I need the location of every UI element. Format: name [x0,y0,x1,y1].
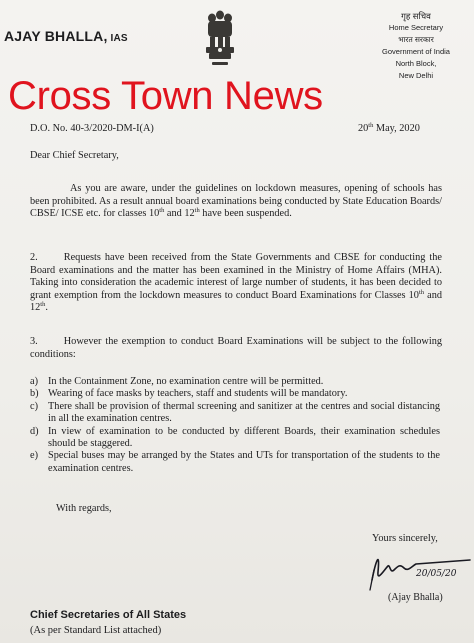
salutation: Dear Chief Secretary, [30,150,119,161]
paragraph-1 [30,183,442,221]
recipient-note: (As per Standard List attached) [30,625,162,636]
list-item [30,450,440,475]
closing-remark: With regards, [56,503,112,514]
sender-suffix: IAS [107,33,128,44]
hindi-government: भारत सरकार [398,35,434,44]
designation: Home Secretary [388,23,444,32]
class-12-suffix: th [40,301,46,309]
and-text: and [424,289,442,301]
list-item [30,388,440,400]
date-suffix: th [368,122,374,129]
handwritten-signature [364,540,474,598]
paragraph-2-end: . [45,302,48,314]
condition-label: e) [30,450,38,462]
list-item [30,426,440,451]
condition-text: In view of examination to be conducted by different Boards, their examination schedules should be staggered. [48,425,440,450]
address-line-1: North Block, [395,59,437,68]
class-12: 12 [30,302,41,314]
valediction: Yours sincerely, [372,533,438,544]
date-rest: May, 2020 [373,123,420,134]
condition-text: There shall be provision of thermal screening and sanitizer at the centres and social distancing in all the examination centres. [48,400,440,425]
reference-number: D.O. No. 40-3/2020-DM-I(A) [30,123,154,134]
class-12: 12 [184,208,195,220]
condition-label: c) [30,400,38,412]
class-12-suffix: th [194,207,200,215]
class-10: 10 [148,208,160,220]
hindi-designation: गृह सचिव [401,11,431,21]
condition-label: b) [30,388,39,400]
class-10-suffix: th [159,207,165,215]
conditions-list [30,376,440,475]
condition-text: In the Containment Zone, no examination centre will be permitted. [48,376,324,387]
paragraph-number: 2. [30,252,38,263]
paragraph-3 [30,336,442,361]
paragraph-2-text: Requests have been received from the State Governments and CBSE for conducting the Board examinations and the matter has been examined in the Ministry of Home Affairs (MHA). Taking into consideration the academic interest of large number of students, it has been decided to grant exemption from the lockdown measures to conduct Board Examinations for Classes [30,252,442,301]
signatory-name: (Ajay Bhalla) [388,592,443,603]
condition-text: Wearing of face masks by teachers, staff and students will be mandatory. [48,388,348,400]
condition-text: Special buses may be arranged by the States and UTs for transportation of the students to the examination centres. [48,450,440,474]
sender-name-text: AJAY BHALLA, [4,28,108,44]
paragraph-1-text: As you are aware, under the guidelines on lockdown measures, opening of schools has been prohibited. As a result annual board examinations being conducted by State Education Boards/ CBSE/ ICSE etc. for classes [30,183,442,220]
condition-label: a) [30,376,38,387]
class-10: 10 [408,289,419,301]
department-address [362,10,470,82]
paragraph-2 [30,252,442,315]
class-10-suffix: th [418,288,425,296]
recipient-title: Chief Secretaries of All States [30,609,187,621]
national-emblem-icon [200,6,240,72]
address-line-2: New Delhi [398,71,434,80]
and-text: and [164,208,185,220]
government: Government of India [382,47,450,56]
list-item [30,401,440,426]
date-day: 20 [358,123,369,134]
paragraph-number: 3. [30,336,38,347]
letter-date [358,123,420,134]
sender-name [4,28,128,44]
signature-date: 20/05/20 [416,569,457,579]
paragraph-3-text: However the exemption to conduct Board Examinations will be subject to the following conditions: [30,336,442,360]
list-item [30,376,440,388]
condition-label: d) [30,425,39,437]
paragraph-1-end: have been suspended. [199,208,292,220]
watermark-text: Cross Town News [8,74,323,118]
